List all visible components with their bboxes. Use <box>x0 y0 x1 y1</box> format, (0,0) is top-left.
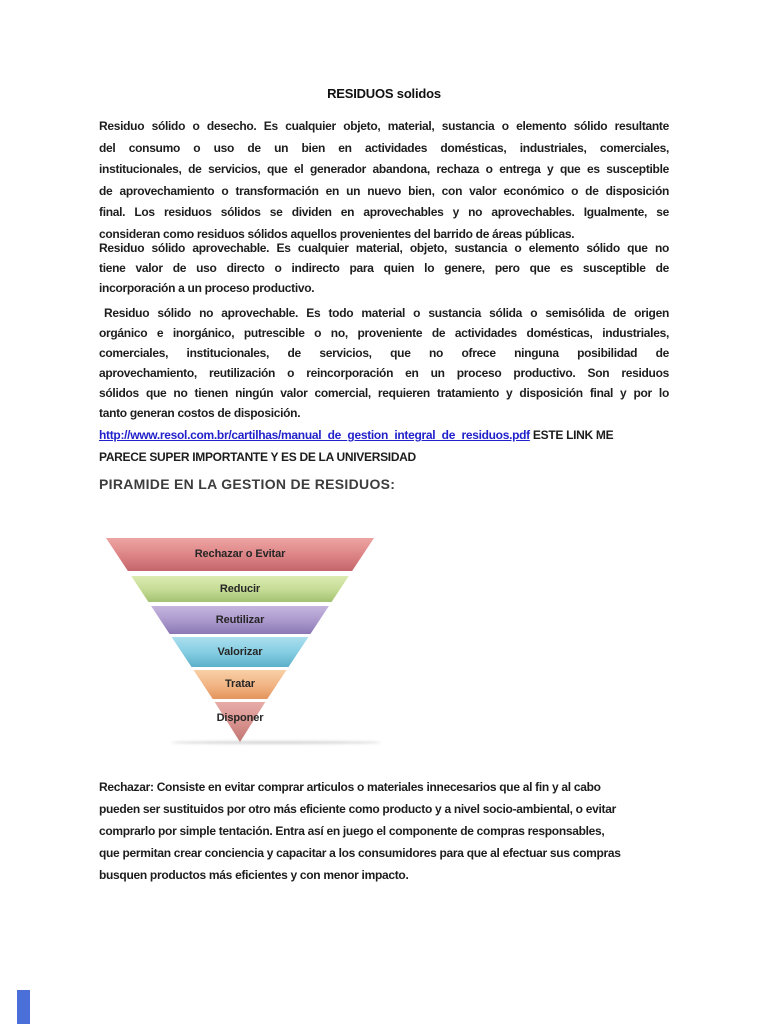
text-line: Rechazar: Consiste en evitar comprar articulos o materiales innecesarios que al fin y al cabo <box>99 780 601 794</box>
text-line: Residuo sólido aprovechable. Es cualquier material, objeto, sustancia o elemento sólido que no <box>99 241 669 255</box>
text-line: aprovechamiento, reutilización o reincorporación en un proceso productivo. Son residuos <box>99 366 669 380</box>
pyramid-label: Tratar <box>225 678 255 690</box>
next-page-fragment <box>17 990 30 1024</box>
text-line: consideran como residuos sólidos aquellos provenientes del barrido de áreas públicas. <box>99 226 575 241</box>
pyramid-shadow <box>170 741 382 744</box>
text-line: Residuo sólido o desecho. Es cualquier objeto, material, sustancia o elemento sólido resultante <box>99 119 669 133</box>
text-line <box>99 425 669 447</box>
text-line: del consumo o uso de un bien en actividades domésticas, industriales, comerciales, <box>99 140 669 155</box>
paragraph-residuo-solido-no-aprovechable <box>99 303 669 423</box>
text-line: PARECE SUPER IMPORTANTE Y ES DE LA UNIVERSIDAD <box>99 449 416 464</box>
pyramid-label: Valorizar <box>217 646 263 658</box>
text-line: de aprovechamiento o transformación en un nuevo bien, con valor económico o de disposición <box>99 183 669 198</box>
pyramid-label: Disponer <box>216 712 264 724</box>
section-heading-piramide: PIRAMIDE EN LA GESTION DE RESIDUOS: <box>99 476 396 492</box>
text-line: incorporación a un proceso productivo. <box>99 281 315 295</box>
document-link[interactable]: http://www.resol.com.br/cartilhas/manual_de_gestion_integral_de_residuos.pdf <box>99 428 530 442</box>
text-line: sólidos que no tienen ningún valor comercial, requieren tratamiento y disposición final y por lo <box>99 386 669 400</box>
paragraph-rechazar <box>99 776 669 886</box>
text-line: comprarlo por simple tentación. Entra así en juego el componente de compras responsables, <box>99 824 605 838</box>
text-line: orgánico e inorgánico, putrescible o no, proveniente de actividades domésticas, industriales, <box>99 326 669 340</box>
link-paragraph <box>99 425 669 468</box>
text-line: busquen productos más eficientes y con menor impacto. <box>99 868 409 882</box>
link-suffix-text: ESTE LINK ME <box>529 428 614 442</box>
pyramid-label: Rechazar o Evitar <box>194 548 286 560</box>
text-line: comerciales, institucionales, de servicios, que no ofrece ninguna posibilidad de <box>99 346 669 360</box>
text-line: final. Los residuos sólidos se dividen en aprovechables y no aprovechables. Igualmente, se <box>99 205 669 219</box>
paragraph-residuo-solido-o-desecho <box>99 116 669 245</box>
pyramid-label: Reducir <box>219 583 261 595</box>
paragraph-residuo-solido-aprovechable <box>99 238 669 298</box>
pyramid-label: Reutilizar <box>215 614 265 626</box>
text-line: tiene valor de uso directo o indirecto para quien lo genere, pero que es susceptible de <box>99 261 669 275</box>
text-line: tanto generan costos de disposición. <box>99 406 301 420</box>
text-line: Residuo sólido no aprovechable. Es todo material o sustancia sólida o semisólida de origen <box>104 306 669 320</box>
document-title: RESIDUOS solidos <box>327 86 441 101</box>
text-line: institucionales, de servicios, que el generador abandona, rechaza o entrega y que es susceptible <box>99 162 669 176</box>
text-line: que permitan crear conciencia y capacitar a los consumidores para que al efectuar sus compras <box>99 846 621 860</box>
waste-management-pyramid-diagram <box>106 538 374 742</box>
text-line: pueden ser sustituidos por otro más eficiente como producto y a nivel socio-ambiental, o evitar <box>99 802 616 816</box>
